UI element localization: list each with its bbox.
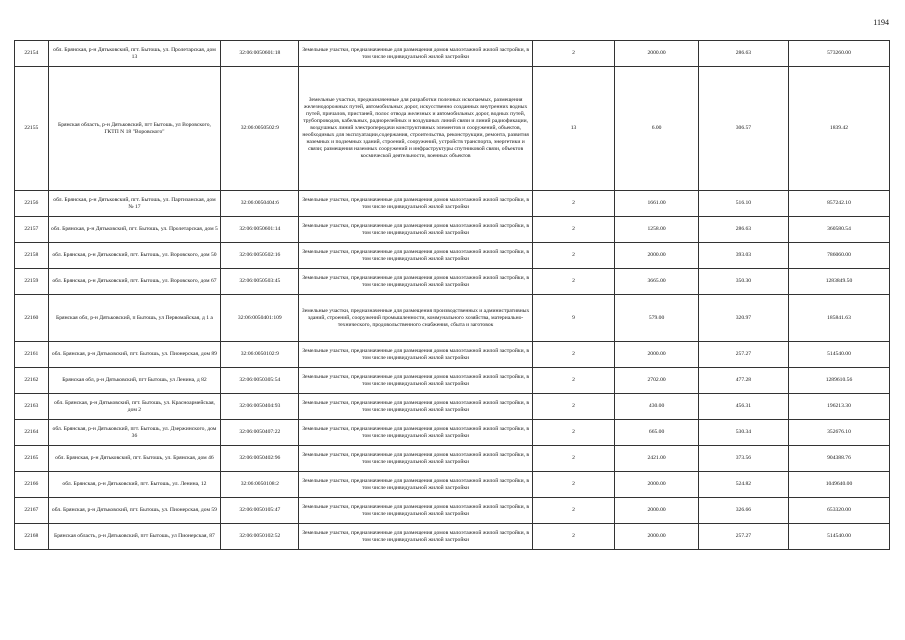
row-number-cell: 22161 <box>15 342 49 368</box>
table-row <box>15 243 890 269</box>
use-group-cell: 2 <box>532 420 615 446</box>
cadastral-value-cell: 185841.63 <box>788 295 889 342</box>
use-group-cell: 2 <box>532 368 615 394</box>
permitted-use-cell: Земельные участки, предназначенные для размещения домов малоэтажной жилой застройки, в том числе индивидуальной жилой застройки <box>299 420 532 446</box>
table-row <box>15 498 890 524</box>
specific-value-cell: 477.28 <box>698 368 788 394</box>
cadastral-value-cell: 514540.00 <box>788 342 889 368</box>
address-cell: обл. Брянская, р-н Дятьковский, пгт. Бытошь, ул. Красноармейская, дом 2 <box>48 394 221 420</box>
area-cell: 2421.00 <box>615 446 699 472</box>
cadastral-number-cell: 32:06:0050402:96 <box>221 446 299 472</box>
address-cell: Брянская обл, р-н Дятьковский, п Бытошь, ул Первомайская, д 1 а <box>48 295 221 342</box>
cadastral-number-cell: 32:06:0050305:54 <box>221 368 299 394</box>
cadastral-number-cell: 32:06:0050502:9 <box>221 67 299 191</box>
row-number-cell: 22163 <box>15 394 49 420</box>
cadastral-value-cell: 1283849.50 <box>788 269 889 295</box>
cadastral-number-cell: 32:06:0050105:47 <box>221 498 299 524</box>
cadastral-value-cell: 514540.00 <box>788 524 889 550</box>
cadastral-number-cell: 32:06:0050102:52 <box>221 524 299 550</box>
address-cell: обл. Брянская, р-н Дятьковский, пгт. Бытошь, ул. Пролетарская, дом 5 <box>48 217 221 243</box>
permitted-use-cell: Земельные участки, предназначенные для размещения домов малоэтажной жилой застройки, в том числе индивидуальной жилой застройки <box>299 41 532 67</box>
area-cell: 2000.00 <box>615 524 699 550</box>
permitted-use-cell: Земельные участки, предназначенные для размещения домов малоэтажной жилой застройки, в том числе индивидуальной жилой застройки <box>299 342 532 368</box>
address-cell: обл. Брянская, р-н Дятьковский, пгт. Бытошь, ул. Пионерская, дом 59 <box>48 498 221 524</box>
address-cell: обл. Брянская, р-н Дятьковский, пгт. Бытошь, ул. Пионерская, дом 89 <box>48 342 221 368</box>
permitted-use-cell: Земельные участки, предназначенные для размещения домов малоэтажной жилой застройки, в том числе индивидуальной жилой застройки <box>299 217 532 243</box>
cadastral-number-cell: 32:06:0050601:14 <box>221 217 299 243</box>
cadastral-value-cell: 653320.00 <box>788 498 889 524</box>
table-row <box>15 269 890 295</box>
address-cell: обл. Брянская, р-н Дятьковский, пгт. Бытошь, ул. Партизанская, дом № 17 <box>48 191 221 217</box>
use-group-cell: 2 <box>532 394 615 420</box>
row-number-cell: 22165 <box>15 446 49 472</box>
table-row <box>15 41 890 67</box>
specific-value-cell: 373.56 <box>698 446 788 472</box>
permitted-use-cell: Земельные участки, предназначенные для размещения домов малоэтажной жилой застройки, в том числе индивидуальной жилой застройки <box>299 269 532 295</box>
area-cell: 2000.00 <box>615 498 699 524</box>
use-group-cell: 2 <box>532 524 615 550</box>
area-cell: 430.00 <box>615 394 699 420</box>
specific-value-cell: 524.82 <box>698 472 788 498</box>
area-cell: 2000.00 <box>615 41 699 67</box>
use-group-cell: 2 <box>532 269 615 295</box>
use-group-cell: 13 <box>532 67 615 191</box>
permitted-use-cell: Земельные участки, предназначенные для размещения домов малоэтажной жилой застройки, в том числе индивидуальной жилой застройки <box>299 368 532 394</box>
cadastral-number-cell: 32:06:0050108:2 <box>221 472 299 498</box>
specific-value-cell: 320.97 <box>698 295 788 342</box>
cadastral-value-cell: 360580.54 <box>788 217 889 243</box>
address-cell: обл. Брянская, р-н Дятьковский, пгт. Бытошь, ул. Ленина, 12 <box>48 472 221 498</box>
area-cell: 665.00 <box>615 420 699 446</box>
permitted-use-cell: Земельные участки, предназначенные для размещения домов малоэтажной жилой застройки, в том числе индивидуальной жилой застройки <box>299 472 532 498</box>
area-cell: 1258.00 <box>615 217 699 243</box>
permitted-use-cell: Земельные участки, предназначенные для размещения домов малоэтажной жилой застройки, в том числе индивидуальной жилой застройки <box>299 243 532 269</box>
permitted-use-cell: Земельные участки, предназначенные для размещения домов малоэтажной жилой застройки, в том числе индивидуальной жилой застройки <box>299 191 532 217</box>
cadastral-value-cell: 1049640.00 <box>788 472 889 498</box>
cadastral-number-cell: 32:06:0050502:16 <box>221 243 299 269</box>
area-cell: 579.00 <box>615 295 699 342</box>
table-row <box>15 217 890 243</box>
table-row <box>15 524 890 550</box>
area-cell: 2000.00 <box>615 472 699 498</box>
permitted-use-cell: Земельные участки, предназначенные для размещения домов малоэтажной жилой застройки, в том числе индивидуальной жилой застройки <box>299 446 532 472</box>
use-group-cell: 2 <box>532 243 615 269</box>
cadastral-number-cell: 32:06:0050404:6 <box>221 191 299 217</box>
address-cell: Брянская обл, р-н Дятьковский, пгт Бытошь, ул Ленина, д 82 <box>48 368 221 394</box>
permitted-use-cell: Земельные участки, предназначенные для размещения домов малоэтажной жилой застройки, в том числе индивидуальной жилой застройки <box>299 394 532 420</box>
table-row <box>15 446 890 472</box>
use-group-cell: 2 <box>532 217 615 243</box>
permitted-use-cell: Земельные участки, предназначенные для размещения домов малоэтажной жилой застройки, в том числе индивидуальной жилой застройки <box>299 524 532 550</box>
row-number-cell: 22166 <box>15 472 49 498</box>
land-registry-table <box>14 40 890 550</box>
table-row <box>15 472 890 498</box>
area-cell: 2000.00 <box>615 342 699 368</box>
specific-value-cell: 530.34 <box>698 420 788 446</box>
row-number-cell: 22157 <box>15 217 49 243</box>
registry-table-body <box>15 41 890 550</box>
page-number: 1194 <box>873 18 889 27</box>
cadastral-number-cell: 32:06:0050601:18 <box>221 41 299 67</box>
specific-value-cell: 286.63 <box>698 41 788 67</box>
cadastral-number-cell: 32:06:0050404:93 <box>221 394 299 420</box>
cadastral-number-cell: 32:06:0050503:45 <box>221 269 299 295</box>
row-number-cell: 22158 <box>15 243 49 269</box>
row-number-cell: 22164 <box>15 420 49 446</box>
cadastral-value-cell: 1289610.56 <box>788 368 889 394</box>
cadastral-value-cell: 352676.10 <box>788 420 889 446</box>
specific-value-cell: 257.27 <box>698 524 788 550</box>
row-number-cell: 22162 <box>15 368 49 394</box>
table-row <box>15 342 890 368</box>
cadastral-number-cell: 32:06:0050401:109 <box>221 295 299 342</box>
address-cell: Брянская область, р-н Дятьковский, пгт Бытошь, ул Воровского, ГКТП N 18 "Воровского" <box>48 67 221 191</box>
specific-value-cell: 286.63 <box>698 217 788 243</box>
table-row <box>15 420 890 446</box>
cadastral-value-cell: 904388.76 <box>788 446 889 472</box>
table-row <box>15 368 890 394</box>
cadastral-value-cell: 1839.42 <box>788 67 889 191</box>
table-row <box>15 295 890 342</box>
permitted-use-cell: Земельные участки, предназначенные для размещения домов малоэтажной жилой застройки, в том числе индивидуальной жилой застройки <box>299 498 532 524</box>
specific-value-cell: 326.66 <box>698 498 788 524</box>
area-cell: 2702.00 <box>615 368 699 394</box>
cadastral-number-cell: 32:06:0050407:22 <box>221 420 299 446</box>
cadastral-value-cell: 196213.30 <box>788 394 889 420</box>
area-cell: 2000.00 <box>615 243 699 269</box>
address-cell: Брянская область, р-н Дятьковский, пгт Бытошь, ул Пионерская, 87 <box>48 524 221 550</box>
use-group-cell: 2 <box>532 342 615 368</box>
row-number-cell: 22160 <box>15 295 49 342</box>
use-group-cell: 2 <box>532 191 615 217</box>
table-row <box>15 394 890 420</box>
row-number-cell: 22168 <box>15 524 49 550</box>
specific-value-cell: 516.10 <box>698 191 788 217</box>
row-number-cell: 22159 <box>15 269 49 295</box>
address-cell: обл. Брянская, р-н Дятьковский, пгт. Бытошь, ул. Пролетарская, дом 13 <box>48 41 221 67</box>
row-number-cell: 22167 <box>15 498 49 524</box>
specific-value-cell: 257.27 <box>698 342 788 368</box>
use-group-cell: 2 <box>532 446 615 472</box>
row-number-cell: 22155 <box>15 67 49 191</box>
row-number-cell: 22156 <box>15 191 49 217</box>
cadastral-value-cell: 786060.00 <box>788 243 889 269</box>
table-row <box>15 191 890 217</box>
specific-value-cell: 306.57 <box>698 67 788 191</box>
use-group-cell: 2 <box>532 498 615 524</box>
specific-value-cell: 393.03 <box>698 243 788 269</box>
permitted-use-cell: Земельные участки, предназначенные для разработки полезных ископаемых, размещения железнодорожных путей, автомобильных дорог, искусственно созданных внутренних водных путей, причалов, пристаней, полос отвода железных и автомобильных дорог, водных путей, трубопроводов, кабельных, радиорелейных и воздушных линий связи и линий радиофикации, воздушных линий электропередачи конструктивных элементов и сооружений, объектов, необходимых для эксплуатации,содержания, строительства, реконструкции, ремонта, развития наземных и подземных зданий, строений, сооружений, устройств транспорта, энергетики и связи; размещения наземных сооружений и инфраструктуры спутниковой связи, объектов космической деятельности, военных объектов <box>299 67 532 191</box>
cadastral-value-cell: 857242.10 <box>788 191 889 217</box>
specific-value-cell: 456.31 <box>698 394 788 420</box>
permitted-use-cell: Земельные участки, предназначенные для размещения производственных и административных зданий, строений, сооружений промышленности, коммунального хозяйства, материально-технического, продовольственного снабжения, сбыта и заготовок <box>299 295 532 342</box>
address-cell: обл. Брянская, р-н Дятьковский, пгт. Бытошь, ул. Воровского, дом 67 <box>48 269 221 295</box>
table-row <box>15 67 890 191</box>
row-number-cell: 22154 <box>15 41 49 67</box>
cadastral-value-cell: 573260.00 <box>788 41 889 67</box>
address-cell: обл. Брянская, р-н Дятьковский, пгт. Бытошь, ул. Брянская, дом 46 <box>48 446 221 472</box>
specific-value-cell: 350.30 <box>698 269 788 295</box>
area-cell: 3665.00 <box>615 269 699 295</box>
address-cell: обл. Брянская, р-н Дятьковский, пгт. Бытошь, ул. Воровского, дом 50 <box>48 243 221 269</box>
area-cell: 1661.00 <box>615 191 699 217</box>
area-cell: 6.00 <box>615 67 699 191</box>
use-group-cell: 2 <box>532 41 615 67</box>
use-group-cell: 2 <box>532 472 615 498</box>
cadastral-number-cell: 32:06:0050102:9 <box>221 342 299 368</box>
use-group-cell: 9 <box>532 295 615 342</box>
address-cell: обл. Брянская, р-н Дятьковский, пгт. Бытошь, ул. Дзержинского, дом 36 <box>48 420 221 446</box>
